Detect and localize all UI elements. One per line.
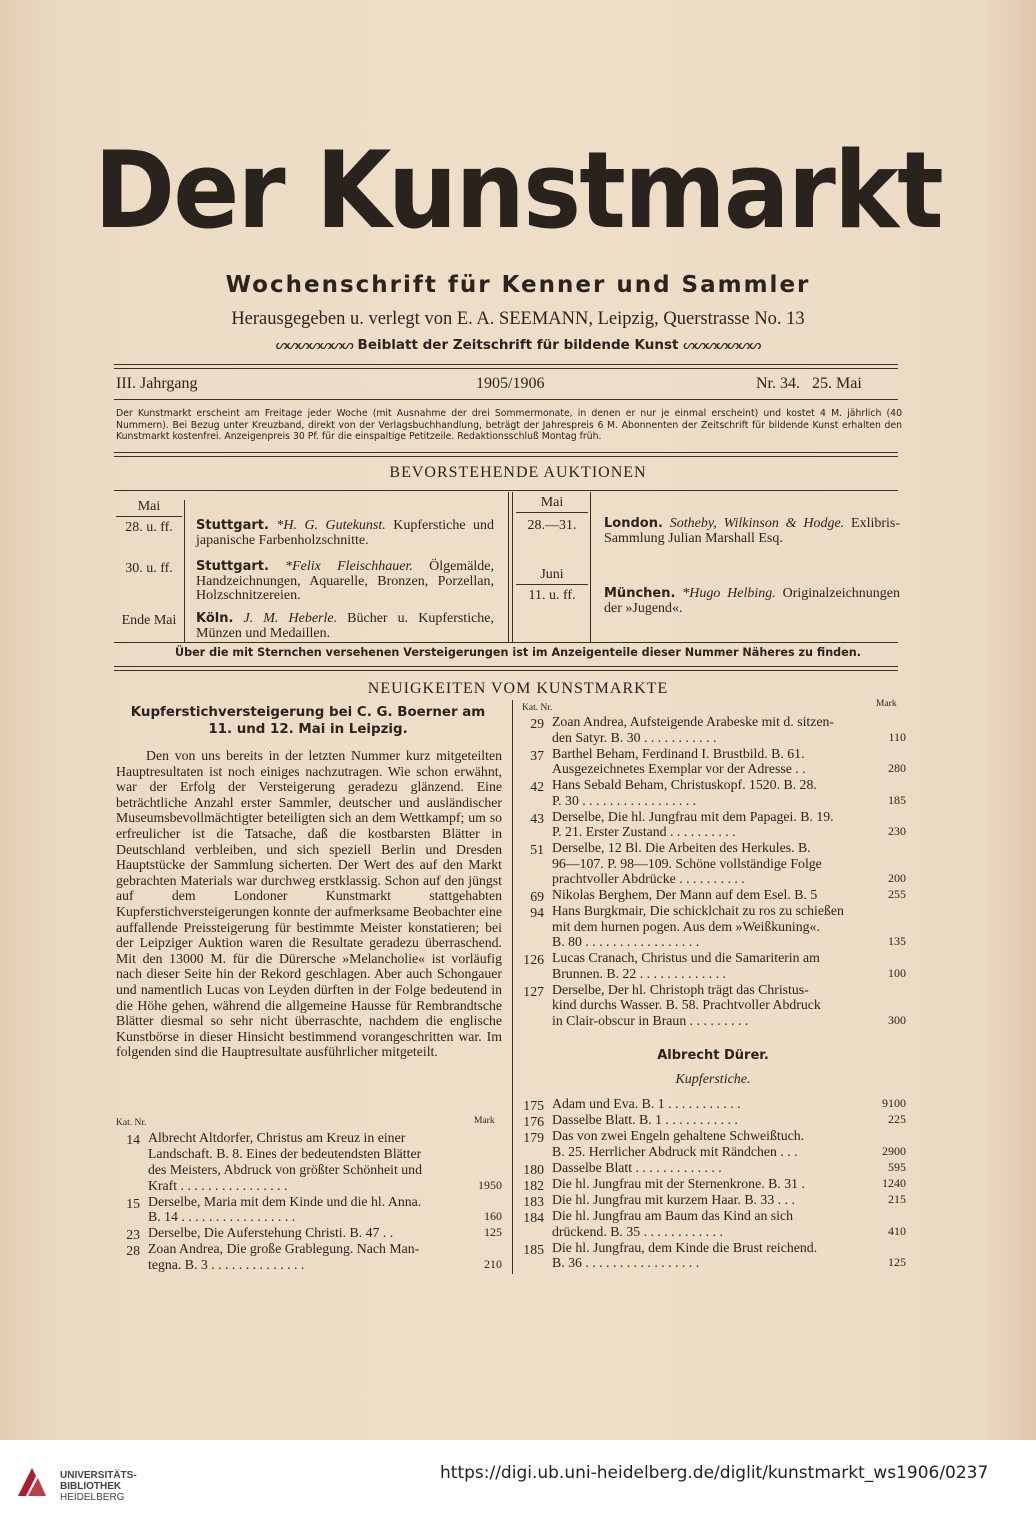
catalog-number: 37 xyxy=(530,747,544,763)
rule xyxy=(114,490,898,491)
catalog-text: Kraft . . . . . . . . . . . . . . . . xyxy=(148,1177,288,1193)
date-divider xyxy=(590,492,591,642)
catalog-number: 29 xyxy=(530,716,544,731)
auction-desc: Exlibris-Sammlung Julian Marshall Esq. xyxy=(604,516,901,546)
catalog-text: Zoan Andrea, Die große Grablegung. Nach Man- xyxy=(148,1241,420,1257)
auction-entry xyxy=(196,519,494,548)
auction-entry xyxy=(604,587,900,616)
rule xyxy=(516,584,588,585)
price-value: 185 xyxy=(888,792,906,807)
price-value: 280 xyxy=(888,761,906,776)
catalog-text: mit dem hurnen pogen. Aus dem »Weißkuning«. xyxy=(552,918,820,934)
price-value: 1950 xyxy=(478,1177,502,1192)
auction-house: *Hugo Helbing. xyxy=(682,586,776,601)
month-juni: Juni xyxy=(540,567,564,582)
catalog-text: P. 21. Erster Zustand . . . . . . . . . . xyxy=(552,824,736,840)
catalog-number: 69 xyxy=(530,889,544,905)
catalog-number: 180 xyxy=(523,1161,544,1177)
catalog-number: 183 xyxy=(523,1194,544,1210)
price-value: 200 xyxy=(888,871,906,886)
price-value: 595 xyxy=(888,1159,906,1174)
auction-date: 11. u. ff. xyxy=(528,588,576,603)
catalog-text: Zoan Andrea, Aufsteigende Arabeske mit d. sitzen- xyxy=(552,714,834,729)
catalog-number: 43 xyxy=(530,810,544,826)
issue-date: Nr. 34. 25. Mai xyxy=(756,375,862,392)
catalog-number: 28 xyxy=(126,1243,140,1259)
catalog-text: drückend. B. 35 . . . . . . . . . . . . xyxy=(552,1223,723,1239)
price-value: 410 xyxy=(888,1223,906,1238)
rule xyxy=(114,642,898,643)
supplement-line xyxy=(0,337,1036,353)
auction-desc: Kupferstiche und japanische Farbenholzschnitte. xyxy=(196,518,495,548)
ornament-left: ᔕᔕᔕᔕᔕᔕᔕ xyxy=(275,337,353,353)
auctions-heading: BEVORSTEHENDE AUKTIONEN xyxy=(389,464,647,481)
price-value: 135 xyxy=(888,934,906,949)
catalog-text: Nikolas Berghem, Der Mann auf dem Esel. B. 5 xyxy=(552,887,818,903)
catalog-text: Derselbe, Maria mit dem Kinde und die hl. Anna. xyxy=(148,1193,422,1209)
durer-heading: Albrecht Dürer. xyxy=(657,1048,769,1063)
month-mai: Mai xyxy=(137,499,161,514)
catalog-number: 94 xyxy=(530,905,544,920)
price-value: 125 xyxy=(888,1255,906,1270)
catalog-text: Derselbe, Die hl. Jungfrau mit dem Papagei. B. 19. xyxy=(552,808,834,824)
auction-date: Ende Mai xyxy=(121,613,177,628)
auction-city: Köln. xyxy=(196,611,234,626)
rule xyxy=(116,516,182,517)
ornament-right: ᔕᔕᔕᔕᔕᔕᔕ xyxy=(683,337,761,353)
auction-house: J. M. Heberle. xyxy=(243,611,338,626)
catalog-number: 182 xyxy=(523,1178,544,1193)
catalog-text: den Satyr. B. 30 . . . . . . . . . . . xyxy=(552,729,717,745)
catalog-text: B. 14 . . . . . . . . . . . . . . . . . xyxy=(148,1209,296,1225)
column-divider xyxy=(512,492,513,642)
article-title: Kupferstichversteigerung bei C. G. Boerner am 11. und 12. Mai in Leipzig. xyxy=(130,705,486,737)
catalog-number: 15 xyxy=(126,1195,140,1211)
price-value: 230 xyxy=(888,824,906,839)
auction-date: 30. u. ff. xyxy=(125,561,173,576)
catalog-text: B. 80 . . . . . . . . . . . . . . . . . xyxy=(552,934,700,950)
price-value: 160 xyxy=(484,1209,502,1224)
catalog-text: Barthel Beham, Ferdinand I. Brustbild. B. 61. xyxy=(552,745,805,761)
column-divider xyxy=(512,700,513,1274)
auction-date: 28.—31. xyxy=(527,518,577,533)
catalog-text: Albrecht Altdorfer, Christus am Kreuz in einer xyxy=(148,1130,406,1145)
auction-house: *H. G. Gutekunst. xyxy=(276,518,386,533)
catalog-text: B. 25. Herrlicher Abdruck mit Rändchen . . . xyxy=(552,1143,798,1159)
masthead-title: Der Kunstmarkt xyxy=(94,129,942,252)
news-heading: NEUIGKEITEN VOM KUNSTMARKTE xyxy=(367,680,669,697)
mark-label: Mark xyxy=(474,1116,495,1126)
catalog-text: tegna. B. 3 . . . . . . . . . . . . . . xyxy=(148,1257,305,1273)
supplement-text: Beiblatt der Zeitschrift für bildende Kunst xyxy=(357,337,679,353)
catalog-text: Die hl. Jungfrau mit kurzem Haar. B. 33 . . . xyxy=(552,1192,795,1208)
catalog-text: kind durchs Wasser. B. 58. Prachtvoller Abdruck xyxy=(552,997,821,1013)
subscription-notice: Der Kunstmarkt erscheint am Freitage jeder Woche (mit Ausnahme der drei Sommermonate, in denen er nur je einmal erscheint) und kostet 4 M. jährlich (40 Nummern). Bei Bezug unter Kreuzband, direkt von der Verlagsbuchhandlung, beträgt der Jahrespreis 6 M. Abonnenten der Zeitschrift für bildende Kunst erhalten den Kunstmarkt kostenfrei. Anzeigenpreis 30 Pf. für die einspaltige Petitzeile. Redaktionsschluß Montag früh. xyxy=(116,408,902,442)
source-url[interactable]: https://digi.ub.uni-heidelberg.de/diglit/kunstmarkt_ws1906/0237 xyxy=(440,1463,989,1483)
catalog-text: Hans Sebald Beham, Christuskopf. 1520. B. 28. xyxy=(552,777,817,792)
library-logo-icon xyxy=(12,1462,52,1502)
catalog-text: des Meisters, Abdruck von größter Schönheit und xyxy=(148,1161,422,1177)
date-divider xyxy=(184,500,185,642)
rule xyxy=(114,368,898,369)
rule xyxy=(114,456,898,457)
auction-desc: Ölgemälde, Handzeichnungen, Aquarelle, Bronzen, Porzellan, Holzschnitzereien. xyxy=(196,559,495,603)
catalog-number: 184 xyxy=(523,1210,544,1226)
price-list-right xyxy=(520,714,906,1044)
catalog-text: Das von zwei Engeln gehaltene Schweißtuch. xyxy=(552,1128,805,1144)
asterisk-note: Über die mit Sternchen versehenen Versteigerungen ist im Anzeigenteile dieser Nummer Näheres zu finden. xyxy=(175,646,861,659)
rule xyxy=(114,666,898,667)
price-value: 100 xyxy=(888,965,906,980)
catalog-text: Landschaft. B. 8. Eines der bedeutendsten Blätter xyxy=(148,1145,422,1161)
catalog-text: Die hl. Jungfrau, dem Kinde die Brust reichend. xyxy=(552,1239,818,1255)
catalog-text: Derselbe, Die Auferstehung Christi. B. 47 . . xyxy=(148,1225,394,1241)
price-value: 1240 xyxy=(882,1176,906,1190)
price-value: 255 xyxy=(888,887,906,902)
catalog-text: Adam und Eva. B. 1 . . . . . . . . . . . xyxy=(552,1096,741,1111)
catalog-number: 51 xyxy=(530,842,544,857)
price-value: 9100 xyxy=(882,1096,906,1110)
catalog-number: 185 xyxy=(523,1241,544,1257)
price-list-left xyxy=(116,1130,502,1280)
auction-entry xyxy=(604,517,900,546)
catalog-number: 176 xyxy=(523,1114,544,1130)
catalog-text: Dasselbe Blatt . . . . . . . . . . . . . xyxy=(552,1159,722,1175)
viewer-footer xyxy=(0,1440,1036,1526)
catalog-text: Hans Burgkmair, Die schicklchait zu ros zu schießen xyxy=(552,903,844,918)
durer-subheading: Kupferstiche. xyxy=(675,1072,751,1087)
auction-city: Stuttgart. xyxy=(196,559,269,574)
rule xyxy=(114,399,898,400)
price-value: 125 xyxy=(484,1225,502,1240)
rule xyxy=(114,452,898,453)
article-body: Den von uns bereits in der letzten Nummer kurz mitgeteilten Hauptresultaten ist noch einiges nachzutragen. Wie schon erwähnt, war der Erfolg der Versteigerung geradezu glänzend. Eine beträchtliche Anzahl erster Sammler, deutscher und ausländischer Museumsbevollmächtigter beteiligten sich an dem Wettkampf; um so erfreulicher ist die Tatsache, daß die kostbarsten Blätter in Deutschland verbleiben, und sich speziell Berlin und Dresden Hauptstücke der Sammlung sicherten. Der Wert des auf den Markt gebrachten Materials war durchweg erstklassig. Schon auf den jüngst auf dem Londoner Kunstmarkt stattgehabten Kupferstichversteigerungen konnte der aufmerksame Beobachter eine auffallende Preissteigerung für bestimmte Meister konstatieren; bei der Leipziger Auktion waren die Resultate geradezu überraschend. Mit den 13000 M. für die Dürersche »Melancholie« ist vorläufig nach dieser Seite hin der Rekord geschlagen. Aber auch Schongauer und namentlich Lucas von Leyden dürften in der Folge bedeutend in die Höhe gehen, während die allgemeine Hausse für Rembrandtsche Blätter diesmal so sehr nicht überraschte, nachdem die englische Kunstbörse in dieser Hinsicht bestimmend vorangeschritten war. Im folgenden sind die Hauptresultate ausführlicher mitgeteilt. xyxy=(116,748,502,1060)
price-list-durer xyxy=(520,1096,906,1276)
catalog-text: Brunnen. B. 22 . . . . . . . . . . . . . xyxy=(552,965,726,981)
years: 1905/1906 xyxy=(476,375,545,392)
auction-house: *Felix Fleischhauer. xyxy=(285,559,413,574)
catalog-text: 96—107. P. 98—109. Schöne vollständige Folge xyxy=(552,855,822,871)
mark-label: Mark xyxy=(876,699,897,709)
library-name-line: UNIVERSITÄTS- xyxy=(60,1470,137,1481)
kat-label: Kat. Nr. xyxy=(116,1118,147,1128)
catalog-number: 14 xyxy=(126,1132,140,1147)
auction-date: 28. u. ff. xyxy=(125,520,173,535)
library-name-line: HEIDELBERG xyxy=(60,1492,125,1503)
catalog-text: Derselbe, 12 Bl. Die Arbeiten des Herkules. B. xyxy=(552,840,811,855)
auction-city: London. xyxy=(604,516,663,531)
auction-city: München. xyxy=(604,586,676,601)
kat-label: Kat. Nr. xyxy=(522,703,553,713)
column-divider xyxy=(508,492,509,642)
auction-entry xyxy=(196,560,494,604)
masthead-subtitle: Wochenschrift für Kenner und Sammler xyxy=(225,272,811,298)
rule xyxy=(114,364,898,365)
library-name-line: BIBLIOTHEK xyxy=(60,1481,122,1492)
rule xyxy=(516,512,588,513)
price-value: 225 xyxy=(888,1112,906,1127)
catalog-number: 126 xyxy=(523,952,544,968)
catalog-text: Ausgezeichnetes Exemplar vor der Adresse . . xyxy=(552,761,806,777)
publisher-line: Herausgegeben u. verlegt von E. A. SEEMANN, Leipzig, Querstrasse No. 13 xyxy=(231,309,805,329)
catalog-text: Derselbe, Der hl. Christoph trägt das Christus- xyxy=(552,981,809,997)
catalog-number: 179 xyxy=(523,1130,544,1146)
price-value: 215 xyxy=(888,1192,906,1207)
price-value: 110 xyxy=(888,729,906,744)
catalog-text: Lucas Cranach, Christus und die Samariterin am xyxy=(552,950,820,966)
library-name xyxy=(60,1470,137,1503)
catalog-number: 175 xyxy=(523,1098,544,1113)
catalog-text: prachtvoller Abdrücke . . . . . . . . . . xyxy=(552,871,745,887)
price-value: 2900 xyxy=(882,1143,906,1158)
catalog-text: P. 30 . . . . . . . . . . . . . . . . . xyxy=(552,792,697,808)
volume: III. Jahrgang xyxy=(116,375,198,392)
catalog-text: in Clair-obscur in Braun . . . . . . . . . xyxy=(552,1012,749,1028)
catalog-text: Die hl. Jungfrau am Baum das Kind an sich xyxy=(552,1208,794,1224)
price-value: 300 xyxy=(888,1012,906,1027)
catalog-text: Die hl. Jungfrau mit der Sternenkrone. B. 31 . xyxy=(552,1176,805,1191)
auction-house: Sotheby, Wilkinson & Hodge. xyxy=(669,516,845,531)
auction-desc: Bücher u. Kupferstiche, Münzen und Medaillen. xyxy=(196,611,495,641)
auction-desc: Originalzeichnungen der »Jugend«. xyxy=(604,586,901,616)
catalog-number: 127 xyxy=(523,983,544,999)
catalog-number: 23 xyxy=(126,1227,140,1243)
catalog-text: Dasselbe Blatt. B. 1 . . . . . . . . . . . xyxy=(552,1112,738,1128)
rule xyxy=(114,670,898,671)
catalog-number: 42 xyxy=(530,779,544,794)
month-mai-right: Mai xyxy=(540,495,564,510)
auction-entry xyxy=(196,612,494,641)
catalog-text: B. 36 . . . . . . . . . . . . . . . . . xyxy=(552,1255,700,1271)
price-value: 210 xyxy=(484,1257,502,1272)
auction-city: Stuttgart. xyxy=(196,518,269,533)
